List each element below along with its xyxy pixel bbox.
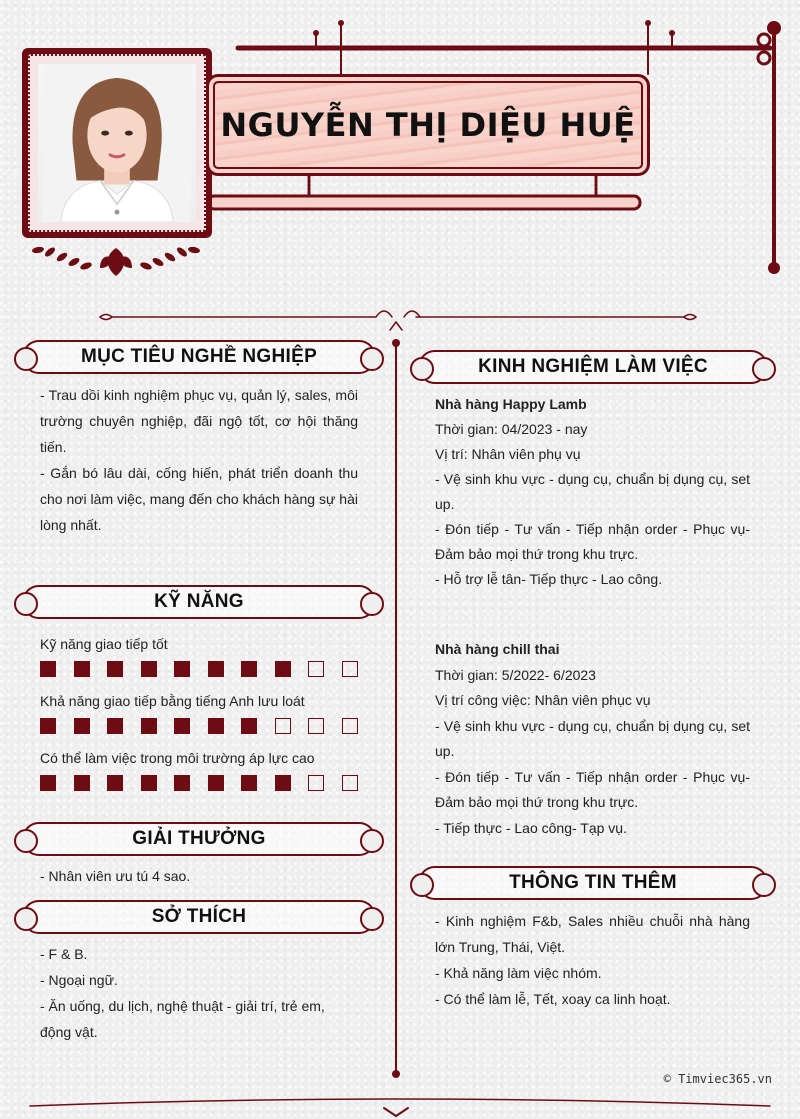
skill-square-filled — [74, 718, 90, 734]
hobby-line: - Ăn uống, du lịch, nghệ thuật - giải trí, trẻ em, động vật. — [40, 998, 325, 1040]
skill-square-filled — [74, 661, 90, 677]
objective-line: - Gắn bó lâu dài, cống hiến, phát triển doanh thu cho nơi làm việc, mang đến cho khách hàng sự hài lòng nhất. — [40, 465, 358, 533]
profile-photo-illustration — [38, 64, 196, 222]
awards-text — [40, 863, 358, 889]
skill-square-filled — [208, 718, 224, 734]
skill-square-filled — [275, 661, 291, 677]
skill-square-filled — [107, 718, 123, 734]
skill-square-filled — [208, 661, 224, 677]
objective-line: - Trau dồi kinh nghiệm phục vụ, quản lý, sales, môi trường chuyên nghiệp, đãi ngộ tốt, cơ hội thăng tiến. — [40, 387, 358, 455]
extra-info-title: THÔNG TIN THÊM — [509, 872, 677, 893]
job-company: Nhà hàng Happy Lamb — [435, 396, 587, 412]
hobbies-banner — [22, 900, 376, 934]
hobby-line: - Ngoại ngữ. — [40, 972, 118, 988]
job-duty: - Vệ sinh khu vực - dụng cụ, chuẩn bị dụng cụ, set up. — [435, 717, 750, 759]
job-duty: - Hỗ trợ lễ tân- Tiếp thực - Lao công. — [435, 571, 663, 587]
experience-title: KINH NGHIỆM LÀM VIỆC — [478, 356, 708, 377]
skill-square-filled — [107, 775, 123, 791]
skill-square-empty — [308, 775, 324, 791]
skill-square-filled — [174, 661, 190, 677]
job-position: Vị trí công việc: Nhân viên phục vụ — [435, 692, 651, 708]
candidate-name: NGUYỄN THỊ DIỆU HUỆ — [220, 106, 636, 144]
skill-square-filled — [141, 661, 157, 677]
job-duty: - Vệ sinh khu vực - dụng cụ, chuẩn bị dụng cụ, set up. — [435, 471, 750, 512]
award-line: - Nhân viên ưu tú 4 sao. — [40, 868, 191, 884]
skill-square-filled — [208, 775, 224, 791]
skill-label: Kỹ năng giao tiếp tốt — [40, 636, 168, 652]
skill-square-empty — [342, 661, 358, 677]
skill-square-filled — [241, 775, 257, 791]
job-block — [435, 392, 750, 592]
skill-square-filled — [241, 661, 257, 677]
skill-square-filled — [107, 661, 123, 677]
hobbies-text — [40, 941, 358, 1045]
skill-square-filled — [174, 718, 190, 734]
job-company: Nhà hàng chill thai — [435, 641, 560, 657]
skill-square-empty — [275, 718, 291, 734]
skill-square-filled — [40, 661, 56, 677]
awards-banner — [22, 822, 376, 856]
skills-banner — [22, 585, 376, 619]
skill-square-empty — [308, 718, 324, 734]
skill-square-empty — [308, 661, 324, 677]
skill-rating — [40, 775, 358, 791]
skill-label: Có thể làm việc trong môi trường áp lực cao — [40, 750, 315, 766]
name-sign — [206, 74, 650, 176]
extra-info-text — [435, 908, 750, 1012]
objective-text — [40, 382, 358, 538]
skills-title: KỸ NĂNG — [154, 591, 244, 612]
job-time: Thời gian: 04/2023 - nay — [435, 421, 588, 437]
photo-frame — [22, 48, 212, 238]
skill-rating — [40, 661, 358, 677]
job-duty: - Đón tiếp - Tư vấn - Tiếp nhận order - Phục vụ- Đảm bảo mọi thứ trong khu trực. — [435, 521, 750, 562]
hobby-line: - F & B. — [40, 946, 88, 962]
skill-rating — [40, 718, 358, 734]
skill-square-filled — [40, 775, 56, 791]
job-duty: - Tiếp thực - Lao công- Tạp vụ. — [435, 819, 627, 836]
extra-line: - Kinh nghiệm F&b, Sales nhiều chuỗi nhà hàng lớn Trung, Thái, Việt. — [435, 913, 750, 955]
profile-photo — [38, 64, 196, 222]
skill-square-filled — [241, 718, 257, 734]
skill-square-empty — [342, 718, 358, 734]
extra-line: - Khả năng làm việc nhóm. — [435, 965, 602, 981]
job-time: Thời gian: 5/2022- 6/2023 — [435, 666, 596, 683]
skill-square-filled — [174, 775, 190, 791]
job-block — [435, 637, 750, 841]
skill-square-empty — [342, 775, 358, 791]
experience-banner — [418, 350, 768, 384]
skill-square-filled — [141, 718, 157, 734]
skill-square-filled — [275, 775, 291, 791]
skill-square-filled — [40, 718, 56, 734]
skill-label: Khả năng giao tiếp bằng tiếng Anh lưu loát — [40, 693, 305, 709]
skill-square-filled — [141, 775, 157, 791]
skill-square-filled — [74, 775, 90, 791]
objective-banner — [22, 340, 376, 374]
extra-line: - Có thể làm lễ, Tết, xoay ca linh hoạt. — [435, 991, 671, 1007]
awards-title: GIẢI THƯỞNG — [132, 828, 266, 849]
hobbies-title: SỞ THÍCH — [151, 906, 247, 927]
footer-credit: © Timviec365.vn — [663, 1072, 772, 1086]
extra-info-banner — [418, 866, 768, 900]
objective-title: MỤC TIÊU NGHỀ NGHIỆP — [80, 346, 318, 367]
job-duty: - Đón tiếp - Tư vấn - Tiếp nhận order - Phục vụ- Đảm bảo mọi thứ trong khu trực. — [435, 768, 750, 810]
job-position: Vị trí: Nhân viên phụ vụ — [435, 446, 581, 462]
